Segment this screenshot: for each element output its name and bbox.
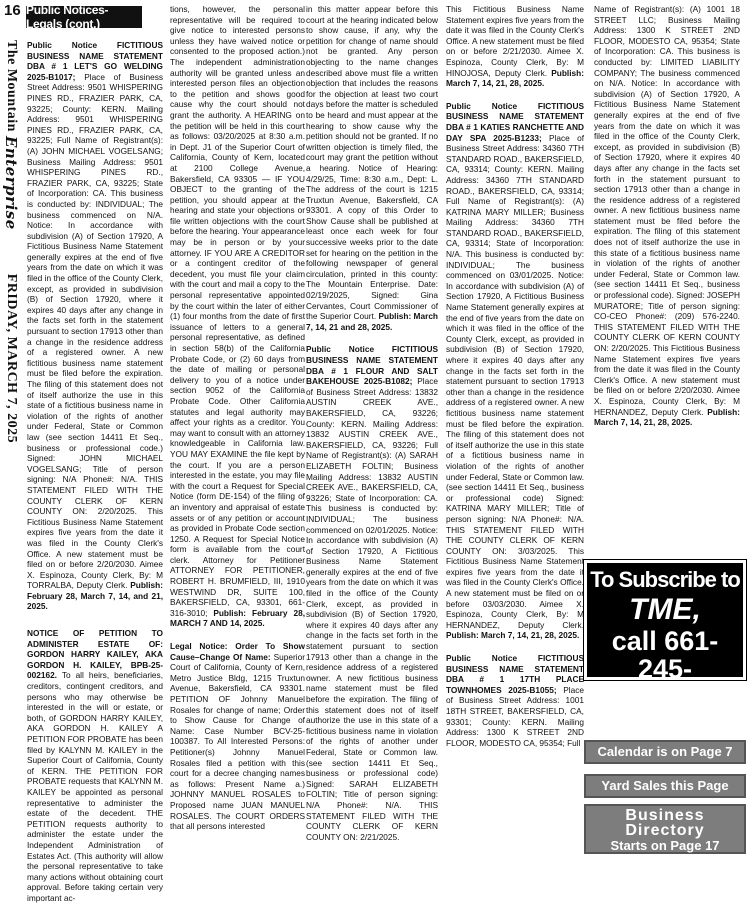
directory-line-3: Starts on Page 17: [610, 838, 720, 853]
masthead-brand: Enterprise: [2, 135, 20, 230]
notice-title: Public Notice FICTITIOUS BUSINESS NAME STATEMENT DBA # 1 17TH PLACE TOWNHOMES 2025-B1055;: [446, 653, 584, 695]
subscribe-line-4: 245-: [637, 654, 693, 684]
notice-body: Name of Registrant(s): (A) 1001 18 STREET LLC; Business Mailing Address: 1300 K STREET 2ND FLOOR, MODESTO CA, 95354; State of Incorporation: CA. This business is conducted by: LIMITED LIABILITY COMPANY; The business commenced on N/A. Notice: In accordance with subdivision (A) of Section 17920, A Fictitious Business Name Statement generally expires at the end of five years from the date on which it was filed in the office of the County Clerk, except, as provided in subdivision (B) of Section 17920, where it expires 40 days after any change in the facts set forth in the statement pursuant to section 17913 other than a change in the residence address of a registered owner. A new fictitious business name statement must be filed before the expiration. The filing of this statement does not of itself authorize the use in this state of a fictitious business name in violation of the rights of another under Federal, State or Common law. (see section 14411 Et Seq., business or professional code). Signed: JOSEPH MURATORE; Title of person signing: CO-CEO Phone#: (209) 576-2240. THIS STATEMENT FILED WITH THE COUNTY CLERK OF KERN COUNTY ON: 2/20/2025. This Fictitious Business Name Statement expires five years from the date it was filed in the County Clerk's Office. A new statement must be filed on or before 2/20/2030. Aimee X. Espinoza, County Clerk, By: M HERNANDEZ, Deputy Clerk.: [594, 4, 740, 417]
notice-name-change-continued: [306, 4, 438, 332]
subscribe-line-2: TME,: [629, 593, 701, 626]
notice-fbn-17th-place: [446, 653, 584, 748]
directory-line-2: Directory: [625, 822, 705, 839]
page-number: 16: [4, 2, 21, 19]
column-1: [27, 40, 163, 907]
business-directory-ad: [584, 804, 746, 854]
publish-dates: Publish: March 7, 14, 21, 28, 2025.: [594, 406, 740, 428]
subscribe-ad: [584, 560, 746, 684]
notice-body: Place of Business Street Address: 1001 18TH STREET, BAKERSFIELD, CA, 93301; County: KERN. Mailing Address: 1300 K STREET 2ND FLOOR, MODESTO CA, 95354; Full: [446, 684, 584, 748]
yard-sales-ad: Yard Sales this Page: [584, 774, 746, 798]
notice-body: tions, however, the personal representative will be required to give notice to interested persons unless they have waived notice or consented to the proposed action.) The independent administration authority will be granted unless an interested person files an objection to the petition and shows good cause why the court should not grant the authority. A HEARING on the petition will be held in this court as follows: 03/20/2025 at 8:30 a.m. in Dept. J1 of the Superior Court of California, County of Kern, located at 2100 College Avenue, Bakersfield, CA 93305 — IF YOU OBJECT to the granting of the petition, you should appear at the hearing and state your objections or file written objections with the court before the hearing. Your appearance may be in person or by your attorney. IF YOU ARE A CREDITOR or a contingent creditor of the decedent, you must file your claim with the court and mail a copy to the personal representative appointed by the court within the later of either (1) four months from the date of first issuance of letters to a general personal representative, as defined in section 58(b) of the California Probate Code, or (2) 60 days from the date of mailing or personal delivery to you of a notice under section 9052 of the California Probate Code. Other California statutes and legal authority may affect your rights as a creditor. You may want to consult with an attorney knowledgeable in California law. YOU MAY EXAMINE the file kept by the court. If you are a person interested in the estate, you may file with the court a Request for Special Notice (form DE-154) of the filing of an inventory and appraisal of estate assets or of any petition or account as provided in Probate Code section 1250. A Request for Special Notice form is available from the court clerk. Attorney for Petitioner ATTORNEY FOR PETITIONER, ROBERT H. BRUMFIELD, III, 1910 WESTWIND DR, SUITE 100, BAKERSFIELD, CA, 93301, 661-316-3010;: [170, 4, 305, 618]
notice-title: Legal Notice: Order To Show Cause–Change Of Name:: [170, 641, 305, 662]
notice-title: Public Notice FICTITIOUS BUSINESS NAME STATEMENT DBA # 1 FLOUR AND SALT BAKEHOUSE 2025-B1082;: [306, 344, 438, 387]
directory-line-1: Business: [625, 807, 705, 824]
masthead-prefix: The Mountain: [4, 40, 19, 132]
notice-body: This Fictitious Business Name Statement expires five years from the date it was filed in the County Clerk's Office. A new statement must be filed on or before 2/21/2030. Aimee X. Espinoza, County Clerk, By: M HINOJOSA, Deputy Clerk.: [446, 4, 584, 78]
notice-body: Place of Business Street Address: 34360 7TH STANDARD ROAD., BAKERSFIELD, CA, 93314; County: KERN. Mailing Address: 34360 7TH STANDARD ROAD., BAKERSFIELD, CA, 93314; Full Name of Registrant(s): (A) KATRINA MARY MILLER; Business Mailing Address: 34360 7TH STANDARD ROAD., BAKERSFIELD, CA, 93314; State of Incorporation: N/A. This business is conducted by: INDIVIDUAL; The business commenced on 03/01/2025. Notice: In accordance with subdivision (A) of Section 17920, A Fictitious Business Name Statement generally expires at the end of five years from the date on which it was filed in the office of the County Clerk, except, as provided in subdivision (B) of Section 17920, where it expires 40 days after any change in the facts set forth in the statement pursuant to section 17913 other than a change in the residence address of a registered owner. A new fictitious business name statement must be filed before the expiration. The filing of this statement does not of itself authorize the use in this state of a fictitious business name in violation of the rights of another under Federal, State or Common law. (see section 14411 Et Seq., business or professional code) Signed: KATRINA MARY MILLER; Title of person signing: N/A Phone#: N/A. THIS STATEMENT FILED WITH THE COUNTY CLERK OF KERN COUNTY ON: 3/03/2025. This Fictitious Business Name Statement expires five years from the date it was filed in the County Clerk's Office. A new statement must be filed on or before 03/03/2030. Aimee X. Espinoza, County Clerk, By: M HERNANDEZ, Deputy Clerk.: [446, 132, 585, 630]
notice-body: Place of Business Street Address: 13832 AUSTIN CREEK AVE., BAKERSFIELD, CA, 93226; County: KERN. Mailing Address: 13832 AUSTIN CREEK AVE., BAKERSFIELD, CA, 93226; Full Name of Registrant(s): (A) SARAH ELIZABETH FOLTIN; Business Mailing Address: 13832 AUSTIN CREEK AVE., BAKERSFIELD, CA, 93226; State of Incorporation: CA. This business is conducted by: INDIVIDUAL; The business commenced on 02/01/2025. Notice: In accordance with subdivision (A) of Section 17920, A Fictitious Business Name Statement generally expires at the end of five years from the date on which it was filed in the office of the County Clerk, except, as provided in subdivision (B) of Section 17920, where it expires 40 days after any change in the facts set forth in the statement pursuant to section 17913 other than a change in the residence address of a registered owner. A new fictitious business name statement must be filed before the expiration. The filing of this statement does not of itself authorize the use in this state of a fictitious business name in violation of the rights of another under Federal, State or Common law. (see section 14411 Et Seq., business or professional code) Signed: SARAH ELIZABETH FOLTIN; Title of person signing: N/A Phone#: N/A. THIS STATEMENT FILED WITH THE COUNTY CLERK OF KERN COUNTY ON: 2/21/2025.: [306, 376, 438, 842]
subscribe-line-1: To Subscribe to: [590, 567, 740, 592]
notice-fbn-lets-go-welding: [27, 40, 163, 612]
subscribe-line-3: call 661-: [611, 626, 719, 656]
notice-petition-kailey: [27, 628, 163, 903]
notice-body: Superior Court of California, County of Kern, Metro Justice Bldg, 1215 Truxtun Avenue, Bakersfield, CA 93301. PETITION OF Johnny Manuel Rosales for change of name; Order to Show Cause for Change of Name: Case Number BCV-25-100387. To All Interested Persons: Petitioner(s) Johnny Manuel Rosales filed a petition with this court for a decree changing names as follows: Present Name a.) JOHNNY MANUEL ROSALES to Proposed name JUAN MANUEL ROSALES. The COURT ORDERS that all persons interested: [170, 651, 305, 832]
notice-body: Place of Business Street Address: 9501 WHISPERING PINES RD., FRAZIER PARK, CA, 93225; County: KERN. Mailing Address: 9501 WHISPERING PINES RD., FRAZIER PARK, CA, 93225; Full Name of Registrant(s): (A) JOHN MICHAEL VOGELSANG; Business Mailing Address: 9501 WHISPERING PINES RD., FRAZIER PARK, CA, 93225; State of Incorporation: CA. This business is conducted by: INDIVIDUAL; The business commenced on N/A. Notice: In accordance with subdivision (A) of Section 17920, A Fictitious Business Name Statement generally expires at the end of five years from the date on which it was filed in the office of the County Clerk, except, as provided in subdivision (B) of Section 17920, where it expires 40 days after any change in the facts set forth in the statement pursuant to section 17913 other than a change in the residence address of a registered owner. A new fictitious business name statement must be filed before the expiration. The filing of this statement does not of itself authorize the use in this state of a fictitious business name in violation of the rights of another under Federal, State or Common law (see section 14411 Et Seq., business or professional code.) Signed: JOHN MICHAEL VOGELSANG; Title of person signing: N/A Phone#: N/A. THIS STATEMENT FILED WITH THE COUNTY CLERK OF KERN COUNTY ON: 2/20/2025. This Fictitious Business Name Statement expires five years from the date it was filed in the County Clerk's Office. A new statement must be filed on or before 2/20/2030. Aimee X. Espinoza, County Clerk, By: M TORRALBA, Deputy Clerk.: [27, 71, 164, 591]
notice-petition-continued: [170, 4, 305, 629]
publish-dates: Publish: February 28, MARCH 7 AND 14, 2025.: [170, 607, 305, 629]
section-header: Public Notices-Legals (cont.): [26, 6, 142, 28]
column-2: [170, 4, 305, 835]
notice-name-change: [170, 641, 305, 832]
calendar-ad: Calendar is on Page 7: [584, 740, 746, 764]
notice-fbn-flour-and-salt: [306, 344, 438, 842]
column-3: [306, 4, 438, 845]
notice-title: Public Notice FICTITIOUS BUSINESS NAME STATEMENT DBA # 1 KATIES RANCHETTE AND DAY SPA 2025-B1233;: [446, 100, 584, 143]
notice-17th-place-continued: [594, 4, 740, 428]
column-5: [594, 4, 740, 431]
publish-dates: Publish: March 7, 14, 21 and 28, 2025.: [306, 311, 438, 332]
notice-fbn-katies-ranchette: [446, 101, 584, 641]
notice-title: Public Notice FICTITIOUS BUSINESS NAME STATEMENT DBA # 1 LET'S GO WELDING 2025-B1017;: [27, 40, 163, 82]
column-4: [446, 4, 584, 751]
masthead-vertical: [2, 40, 20, 740]
publish-dates: Publish: March 7, 14, 21, 28, 2025.: [446, 630, 580, 641]
issue-date: FRIDAY, MARCH 7, 2025: [4, 273, 19, 444]
notice-body: To all heirs, beneficiaries, creditors, contingent creditors, and persons who may otherwise be interested in the will or estate, or both, of GORDON HARRY KAILEY, AKA GORDON H. KAILEY A PETITION FOR PROBATE has been filed by KALYNN M. KAILEY in the Superior Court of California, County of KERN. THE PETITION FOR PROBATE requests that KALYNN M. KAILEY be appointed as personal representative to administer the estate of the decedent. THE PETITION requests authority to administer the estate under the Independent Administration of Estates Act. (This authority will allow the personal representative to take many actions without obtaining court approval. Before taking certain very important ac-: [27, 670, 163, 903]
notice-title: NOTICE OF PETITION TO ADMINISTER ESTATE OF: GORDON HARRY KAILEY, AKA GORDON H. KAILEY, BPB-25-002162.: [27, 628, 163, 681]
notice-flour-and-salt-continued: [446, 4, 584, 89]
sidebar-masthead: [0, 40, 22, 740]
publish-dates: Publish: March 7, 14, 21, 28, 2025.: [446, 67, 584, 89]
notice-body: in this matter appear before this court at the hearing indicated below to show cause, if any, why the petition for change of name should not be granted. Any person objecting to the name changes described above must file a written objection that includes the reasons for the objection at least two court days before the matter is scheduled to be heard and must appear at the hearing to show cause why the petition should not be granted. If no written objection is timely filed, the court may grant the petition without a hearing. Notice of Hearing: 4/29/25, Time: 8:30 a.m., Dept: L. The address of the court is 1215 Truxtun Avenue, Bakersfield, CA 93301. A copy of this Order to Show Cause shall be published at least once each week for four successive weeks prior to the date set for hearing on the petition in the following newspaper of general circulation, printed in this county: The Mountain Enterprise. Date: 02/19/2025, Signed: Gina Cervantes, Court Commissioner of the Superior Court.: [306, 4, 438, 322]
publish-dates: Publish: February 28, March 7, 14, and 21, 2025.: [27, 580, 163, 612]
